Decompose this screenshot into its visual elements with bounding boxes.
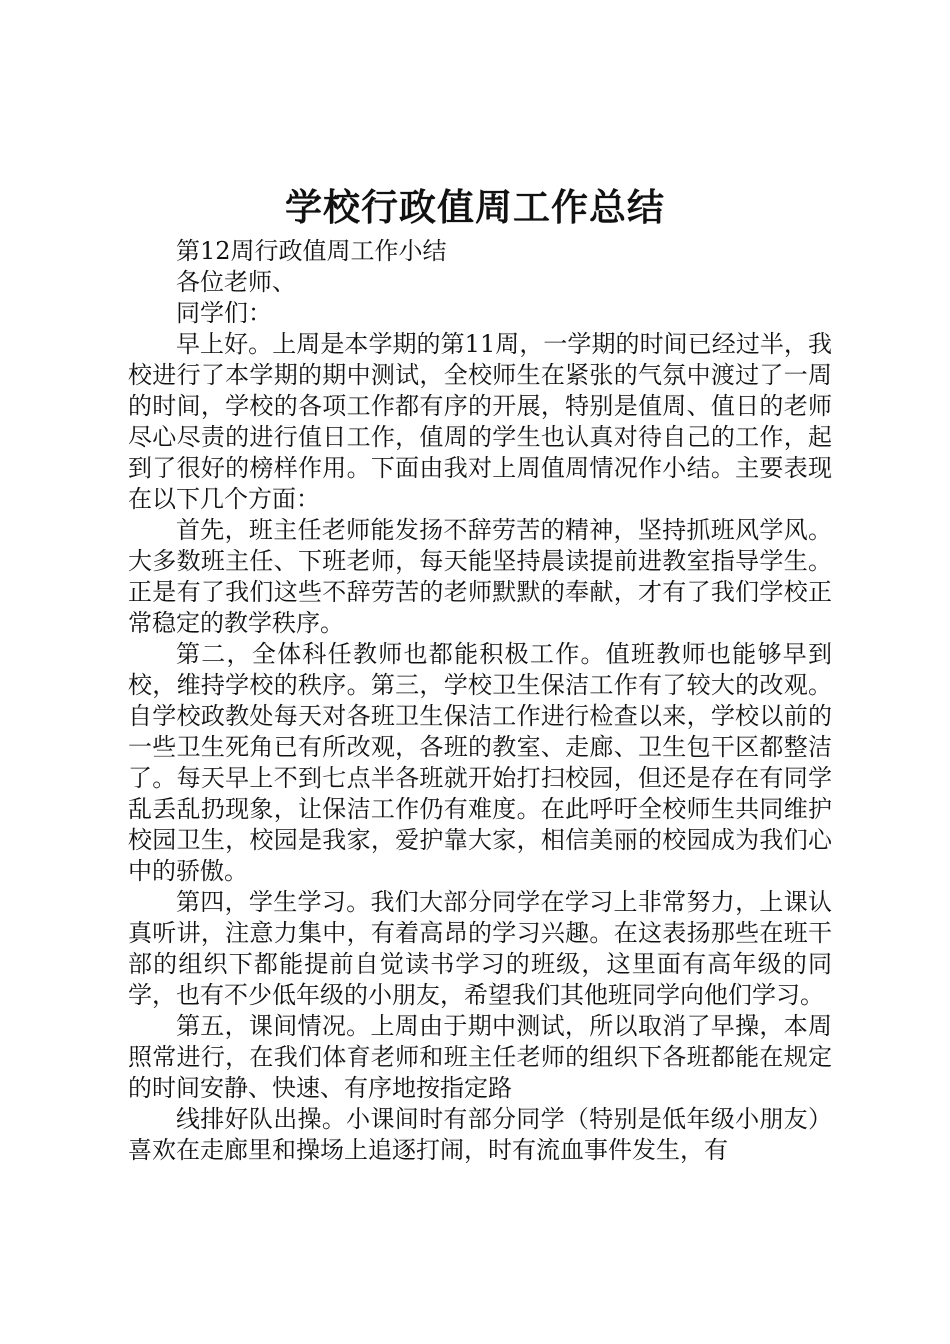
- paragraph-first: 首先，班主任老师能发扬不辞劳苦的精神，坚持抓班风学风。大多数班主任、下班老师，每天能坚持晨读提前进教室指导学生。正是有了我们这些不辞劳苦的老师默默的奉献，才有了我们学校正常稳定的教学秩序。: [128, 516, 832, 637]
- paragraph-fifth: 第五，课间情况。上周由于期中测试，所以取消了早操，本周照常进行，在我们体育老师和班主任老师的组织下各班都能在规定的时间安静、快速、有序地按指定路: [128, 1012, 832, 1102]
- paragraph-fourth: 第四，学生学习。我们大部分同学在学习上非常努力，上课认真听讲，注意力集中，有着高昂的学习兴趣。在这表扬那些在班干部的组织下都能提前自觉读书学习的班级，这里面有高年级的同学，也有不少低年级的小朋友，希望我们其他班同学向他们学习。: [128, 888, 832, 1009]
- document-body: [128, 236, 832, 1166]
- document-title: 学校行政值周工作总结: [285, 186, 665, 229]
- paragraph-greeting: 早上好。上周是本学期的第11周，一学期的时间已经过半，我校进行了本学期的期中测试，全校师生在紧张的气氛中渡过了一周的时间，学校的各项工作都有序的开展，特别是值周、值日的老师尽心尽责的进行值日工作，值周的学生也认真对待自己的工作，起到了很好的榜样作用。下面由我对上周值周情况作小结。主要表现在以下几个方面：: [128, 330, 832, 513]
- paragraph-salutation-students: 同学们：: [176, 299, 272, 327]
- paragraph-heading: 第12周行政值周工作小结: [176, 237, 447, 265]
- paragraph-continuation: 线排好队出操。小课间时有部分同学（特别是低年级小朋友）喜欢在走廊里和操场上追逐打闹，时有流血事件发生，有: [128, 1105, 832, 1164]
- paragraph-second-third: 第二，全体科任教师也都能积极工作。值班教师也能够早到校，维持学校的秩序。第三，学校卫生保洁工作有了较大的改观。自学校政教处每天对各班卫生保洁工作进行检查以来，学校以前的一些卫生死角已有所改观，各班的教室、走廊、卫生包干区都整洁了。每天早上不到七点半各班就开始打扫校园，但还是存在有同学乱丢乱扔现象，让保洁工作仍有难度。在此呼吁全校师生共同维护校园卫生，校园是我家，爱护靠大家，相信美丽的校园成为我们心中的骄傲。: [128, 640, 832, 885]
- paragraph-salutation-teachers: 各位老师、: [176, 268, 296, 296]
